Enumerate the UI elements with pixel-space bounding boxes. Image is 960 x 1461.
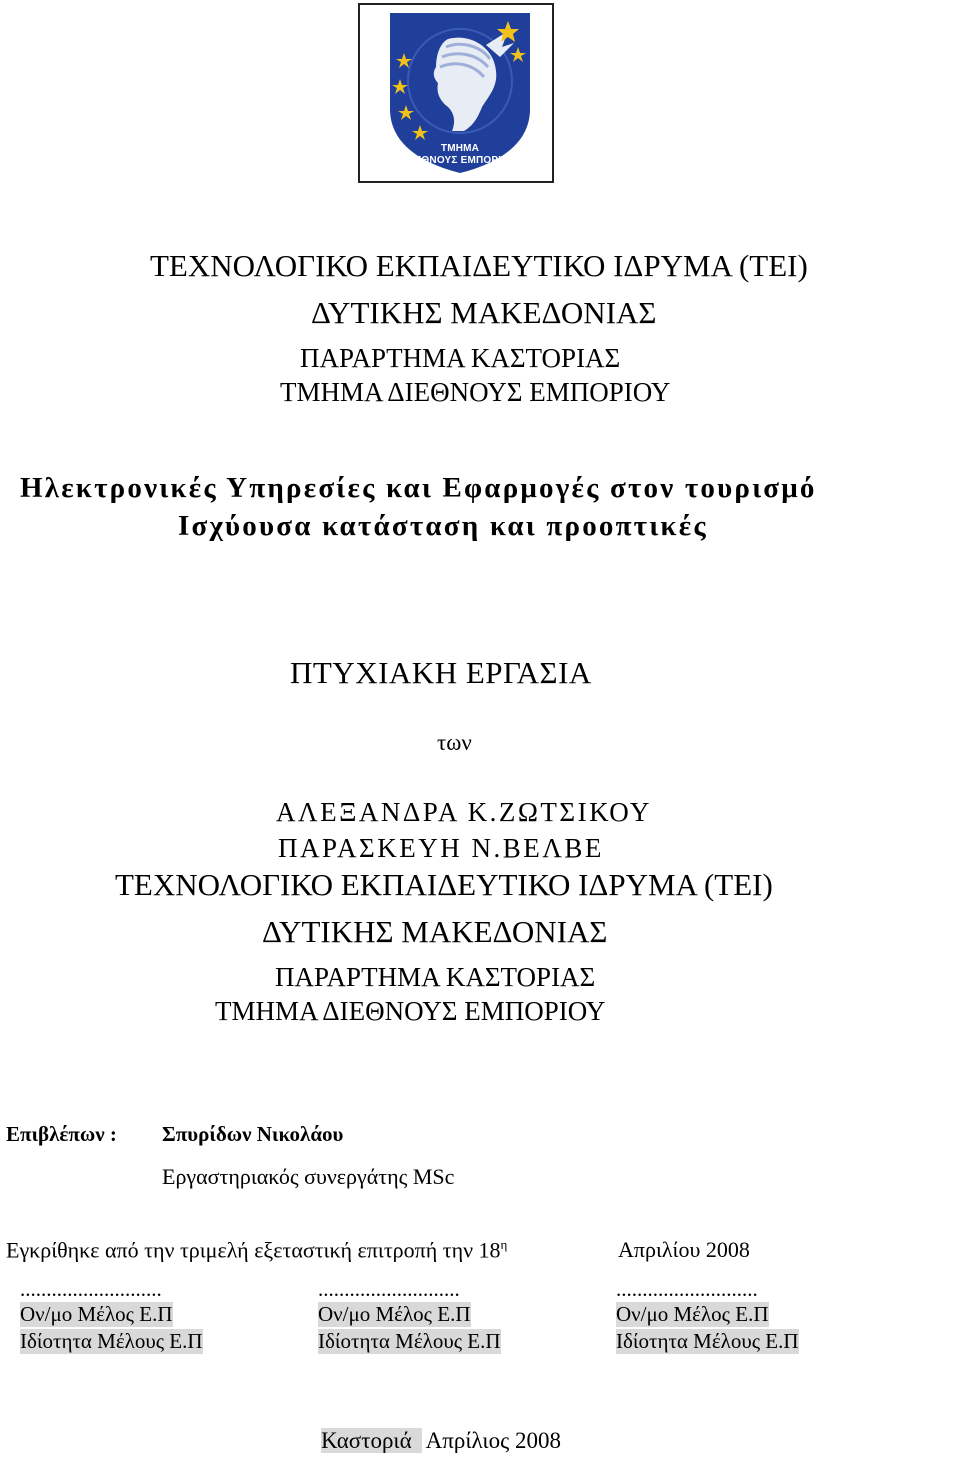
place-date: Απρίλιος 2008 [425, 1428, 561, 1453]
supervisor-name: Σπυρίδων Νικολάου [162, 1122, 344, 1146]
logo-emblem [390, 13, 530, 173]
logo-line-1: ΤΜΗΜΑ [440, 143, 480, 154]
thesis-of: των [437, 730, 472, 755]
institution-branch: ΠΑΡΑΡΤΗΜΑ ΚΑΣΤΟΡΙΑΣ [300, 343, 621, 373]
approval-text: Εγκρίθηκε από την τριμελή εξεταστική επιτροπή την 18 [6, 1237, 501, 1263]
committee-member-3-role: Ιδίοτητα Μέλους Ε.Π [616, 1329, 799, 1353]
supervisor-role: Εργαστηριακός συνεργάτης MSc [162, 1164, 455, 1189]
approval-superscript: η [500, 1237, 508, 1252]
logo-line-2: ΔΙΕΘΝΟΥΣ ΕΜΠΟΡΙΟΥ [404, 155, 516, 166]
committee-member-1-role: Ιδίοτητα Μέλους Ε.Π [20, 1329, 203, 1353]
author-1: ΑΛΕΞΑΝΔΡΑ Κ.ΖΩΤΣΙΚΟΥ [276, 797, 652, 827]
supervisor-label: Επιβλέπων : [6, 1122, 117, 1146]
institution-region: ΔΥΤΙΚΗΣ ΜΑΚΕΔΟΝΙΑΣ [311, 295, 657, 330]
committee-member-3-name: Ον/μο Μέλος Ε.Π [616, 1302, 769, 1326]
institution-department: ΤΜΗΜΑ ΔΙΕΘΝΟΥΣ ΕΜΠΟΡΙΟΥ [280, 377, 671, 407]
institution-name: ΤΕΧΝΟΛΟΓΙΚΟ ΕΚΠΑΙΔΕΥΤΙΚΟ ΙΔΡΥΜΑ (ΤΕΙ) [150, 248, 808, 283]
committee-member-1-name: Ον/μο Μέλος Ε.Π [20, 1302, 173, 1326]
department-logo [358, 3, 554, 183]
thesis-title-line-1: Ηλεκτρονικές Υπηρεσίες και Εφαρμογές στον τουρισμό [20, 472, 817, 504]
author-2: ΠΑΡΑΣΚΕΥΗ Ν.ΒΕΛΒΕ [278, 833, 604, 863]
place-date-line [321, 1428, 561, 1454]
approval-line [6, 1237, 507, 1263]
committee-member-1-dots: ........................... [20, 1277, 162, 1301]
place-city: Καστοριά [321, 1428, 422, 1453]
committee-member-2-name: Ον/μο Μέλος Ε.Π [318, 1302, 471, 1326]
committee-member-2-dots: ........................... [318, 1277, 460, 1301]
footer-institution-branch: ΠΑΡΑΡΤΗΜΑ ΚΑΣΤΟΡΙΑΣ [275, 962, 596, 992]
thesis-title-line-2: Ισχύουσα κατάσταση και προοπτικές [178, 510, 708, 542]
approval-date: Απριλίου 2008 [618, 1237, 750, 1262]
committee-member-2-role: Ιδίοτητα Μέλους Ε.Π [318, 1329, 501, 1353]
footer-institution-department: ΤΜΗΜΑ ΔΙΕΘΝΟΥΣ ΕΜΠΟΡΙΟΥ [215, 996, 606, 1026]
footer-institution-name: ΤΕΧΝΟΛΟΓΙΚΟ ΕΚΠΑΙΔΕΥΤΙΚΟ ΙΔΡΥΜΑ (ΤΕΙ) [115, 867, 773, 902]
committee-member-3-dots: ........................... [616, 1277, 758, 1301]
thesis-type: ΠΤΥΧΙΑΚΗ ΕΡΓΑΣΙΑ [290, 655, 592, 690]
footer-institution-region: ΔΥΤΙΚΗΣ ΜΑΚΕΔΟΝΙΑΣ [262, 914, 608, 949]
